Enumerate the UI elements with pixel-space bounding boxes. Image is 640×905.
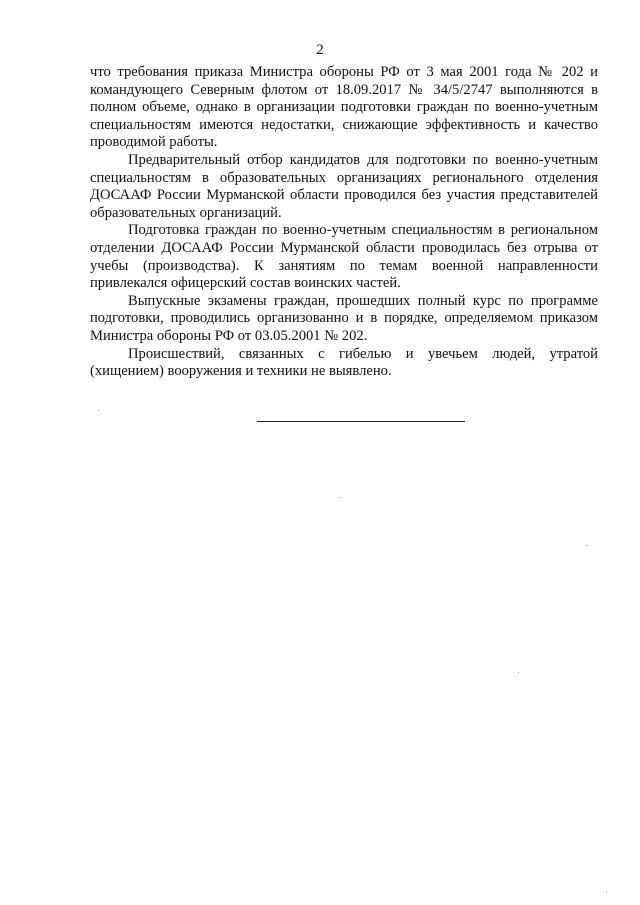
end-of-text-divider — [257, 421, 465, 422]
document-body — [90, 64, 598, 381]
scan-speck — [606, 891, 607, 892]
paragraph-5: Происшествий, связанных с гибелью и увечьем людей, утратой (хищением) вооружения и техники не выявлено. — [90, 345, 598, 380]
paragraph-1: что требования приказа Министра обороны РФ от 3 мая 2001 года № 202 и командующего Северным флотом от 18.09.2017 № 34/5/2747 выполняются в полном объеме, однако в организации подготовки граждан по военно-учетным специальностям имеются недостатки, снижающие эффективность и качество проводимой работы. — [90, 64, 598, 151]
paragraph-2: Предварительный отбор кандидатов для подготовки по военно-учетным специальностям в образовательных организациях регионального отделения ДОСААФ России Мурманской области проводился без участия представителей образовательных организаций. — [90, 151, 598, 221]
scan-speck — [340, 497, 341, 498]
scan-speck — [518, 672, 519, 673]
paragraph-4: Выпускные экзамены граждан, прошедших полный курс по программе подготовки, проводились организованно и в порядке, определяемом приказом Министра обороны РФ от 03.05.2001 № 202. — [90, 292, 598, 344]
page-number: 2 — [316, 42, 324, 58]
paragraph-3: Подготовка граждан по военно-учетным специальностям в региональном отделении ДОСААФ России Мурманской области проводилась без отрыва от учебы (производства). К занятиям по темам военной направленности привлекался офицерский состав воинских частей. — [90, 222, 598, 292]
scan-speck — [98, 410, 99, 411]
scan-speck — [586, 545, 587, 546]
